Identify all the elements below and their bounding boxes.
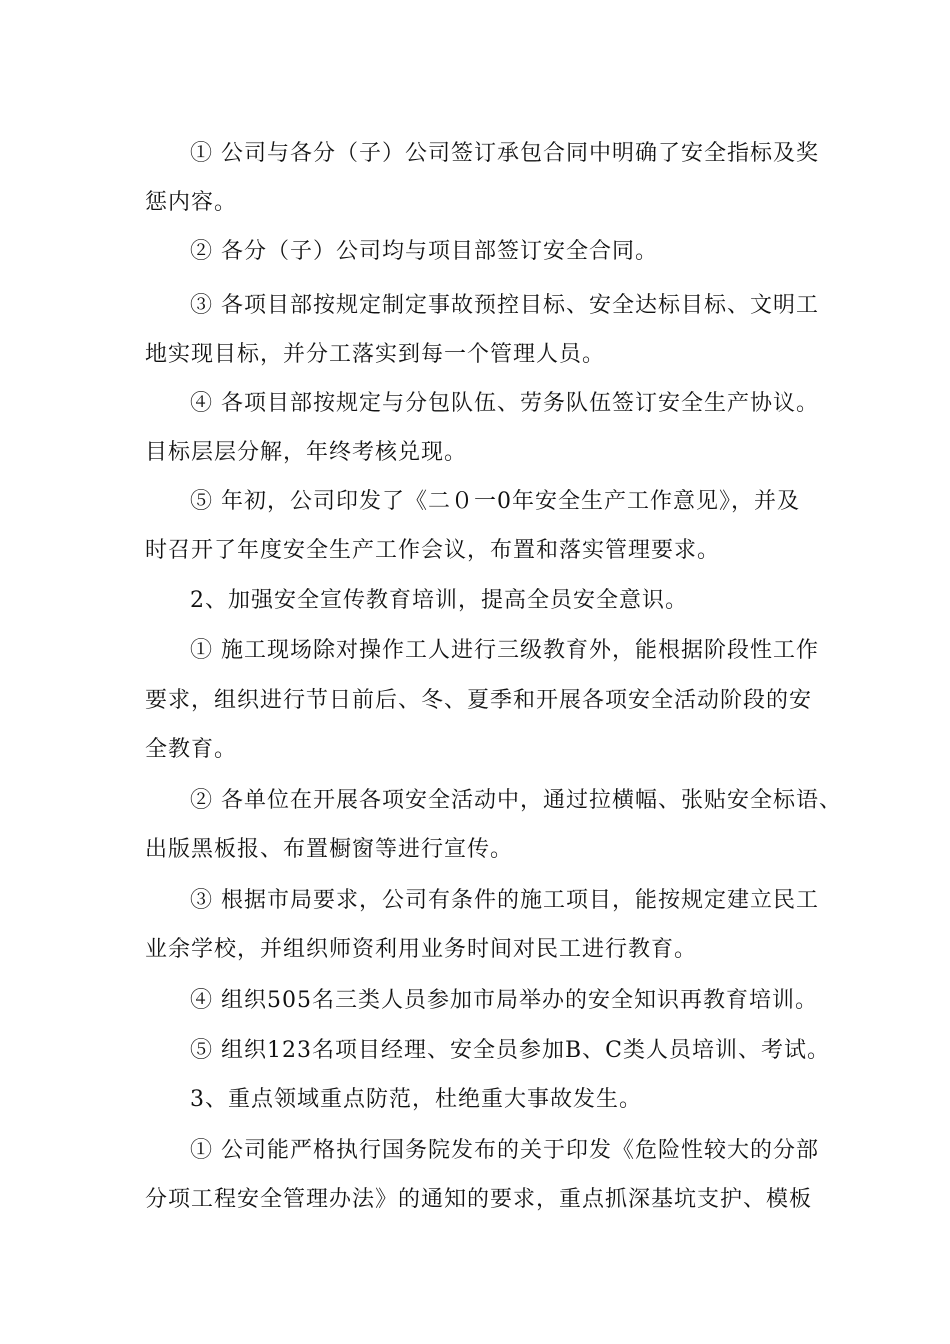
text-line: ③ 各项目部按规定制定事故预控目标、安全达标目标、文明工 [190,293,819,318]
text-line: 地实现目标，并分工落实到每一个管理人员。 [145,342,606,367]
text-line: 惩内容。 [145,190,238,215]
text-line: 目标层层分解，年终考核兑现。 [145,440,468,465]
text-line: 业余学校，并组织师资利用业务时间对民工进行教育。 [145,937,698,962]
text-line: ② 各单位在开展各项安全活动中，通过拉横幅、张贴安全标语、 [190,788,842,813]
text-line: ④ 各项目部按规定与分包队伍、劳务队伍签订安全生产协议。 [190,391,819,416]
text-line: 3、重点领域重点防范，杜绝重大事故发生。 [190,1087,642,1112]
text-line: ① 公司能严格执行国务院发布的关于印发《危险性较大的分部 [190,1138,819,1163]
text-line: ① 公司与各分（子）公司签订承包合同中明确了安全指标及奖 [190,141,819,166]
text-line: ⑤ 年初，公司印发了《二０一0年安全生产工作意见》，并及 [190,489,800,514]
text-line: 时召开了年度安全生产工作会议，布置和落实管理要求。 [145,538,721,563]
text-line: 2、加强安全宣传教育培训，提高全员安全意识。 [190,588,688,613]
text-line: 出版黑板报、布置橱窗等进行宣传。 [145,837,514,862]
text-line: 要求，组织进行节日前后、冬、夏季和开展各项安全活动阶段的安 [145,688,813,713]
text-line: ⑤ 组织123名项目经理、安全员参加B、C类人员培训、考试。 [190,1038,830,1063]
text-line: 分项工程安全管理办法》的通知的要求，重点抓深基坑支护、模板 [145,1187,813,1212]
text-line: ④ 组织505名三类人员参加市局举办的安全知识再教育培训。 [190,988,818,1013]
text-line: ② 各分（子）公司均与项目部签订安全合同。 [190,239,658,264]
text-line: 全教育。 [145,737,238,762]
text-line: ③ 根据市局要求，公司有条件的施工项目，能按规定建立民工 [190,888,819,913]
text-line: ① 施工现场除对操作工人进行三级教育外，能根据阶段性工作 [190,638,819,663]
